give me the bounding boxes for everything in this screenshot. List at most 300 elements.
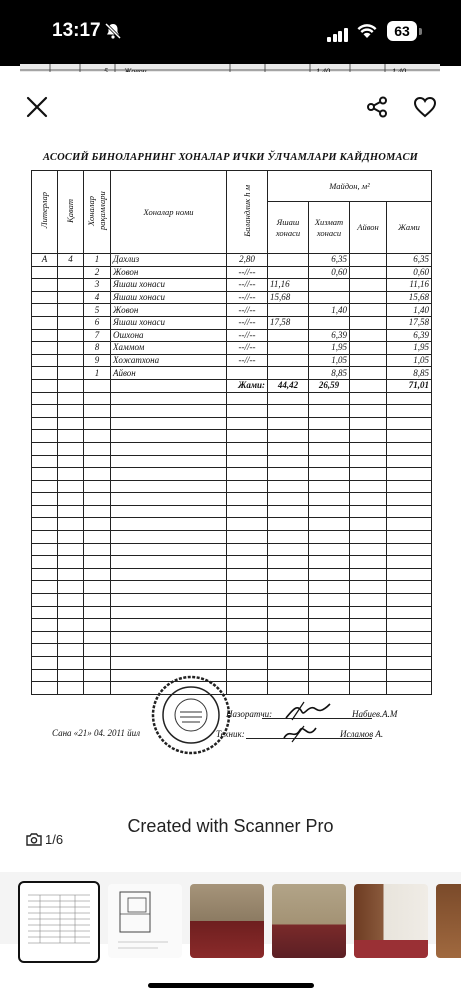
cell-height: 2,80 [227, 254, 268, 267]
cell-room-name: Хаммом [111, 342, 227, 355]
empty-cell [32, 657, 58, 670]
table-row [32, 254, 432, 267]
empty-cell [84, 531, 111, 544]
empty-cell [268, 568, 309, 581]
empty-cell [309, 455, 350, 468]
share-icon[interactable] [366, 96, 388, 118]
empty-cell [32, 568, 58, 581]
empty-cell [387, 644, 432, 657]
header-balcony: Айвон [350, 202, 387, 254]
cell-height: --//-- [227, 291, 268, 304]
empty-cell [309, 531, 350, 544]
empty-row [32, 531, 432, 544]
empty-row [32, 657, 432, 670]
empty-cell [350, 493, 387, 506]
cell-balcony [350, 254, 387, 267]
empty-cell [111, 518, 227, 531]
empty-cell [309, 442, 350, 455]
empty-cell [58, 543, 84, 556]
cell-room-name: Яшаш хонаси [111, 316, 227, 329]
empty-cell [350, 468, 387, 481]
cell-room-number: 2 [84, 266, 111, 279]
empty-cell [268, 619, 309, 632]
cell-total: 6,35 [387, 254, 432, 267]
empty-cell [268, 493, 309, 506]
empty-cell [387, 531, 432, 544]
empty-cell [268, 657, 309, 670]
cell-room-name: Ошхона [111, 329, 227, 342]
empty-cell [84, 392, 111, 405]
cell-living [268, 266, 309, 279]
empty-cell [227, 644, 268, 657]
empty-cell [111, 468, 227, 481]
empty-cell [387, 493, 432, 506]
cell-balcony [350, 266, 387, 279]
empty-cell [387, 468, 432, 481]
empty-cell [268, 417, 309, 430]
cellular-signal-icon [327, 24, 349, 42]
empty-cell [387, 442, 432, 455]
empty-cell [227, 455, 268, 468]
empty-cell [387, 505, 432, 518]
empty-cell [84, 543, 111, 556]
empty-cell [32, 619, 58, 632]
cell-floor [58, 329, 84, 342]
cell-total: 1,05 [387, 354, 432, 367]
empty-row [32, 417, 432, 430]
empty-cell [268, 455, 309, 468]
empty-cell [350, 417, 387, 430]
empty-cell [84, 581, 111, 594]
cell-living: 11,16 [268, 279, 309, 292]
cell-literal [32, 354, 58, 367]
empty-cell [227, 657, 268, 670]
empty-row [32, 505, 432, 518]
empty-cell [84, 405, 111, 418]
empty-cell [268, 606, 309, 619]
empty-cell [84, 631, 111, 644]
empty-cell [111, 480, 227, 493]
empty-cell [350, 430, 387, 443]
rooms-table [31, 170, 432, 695]
empty-cell [111, 531, 227, 544]
empty-cell [227, 581, 268, 594]
watermark-caption: Created with Scanner Pro [127, 816, 334, 836]
thumbnail-2[interactable] [108, 884, 182, 958]
cell-height: --//-- [227, 342, 268, 355]
cell-total: 1,95 [387, 342, 432, 355]
table-row [32, 291, 432, 304]
empty-row [32, 581, 432, 594]
inspector-signature [284, 700, 332, 722]
empty-cell [350, 505, 387, 518]
cell-service: 1,05 [309, 354, 350, 367]
cell-total: 17,58 [387, 316, 432, 329]
empty-cell [58, 417, 84, 430]
empty-cell [268, 543, 309, 556]
empty-cell [350, 606, 387, 619]
empty-cell [309, 657, 350, 670]
empty-cell [32, 531, 58, 544]
empty-cell [268, 531, 309, 544]
empty-cell [111, 442, 227, 455]
empty-cell [84, 480, 111, 493]
cell-total: 6,39 [387, 329, 432, 342]
empty-cell [350, 594, 387, 607]
empty-cell [32, 442, 58, 455]
empty-cell [32, 505, 58, 518]
empty-cell [387, 543, 432, 556]
cell-floor [58, 279, 84, 292]
empty-cell [32, 594, 58, 607]
empty-row [32, 644, 432, 657]
empty-cell [227, 430, 268, 443]
header-room-number: Хоналар рақамлари [84, 171, 111, 254]
cell-living [268, 354, 309, 367]
cell-living [268, 367, 309, 380]
empty-row [32, 480, 432, 493]
empty-cell [84, 594, 111, 607]
cell-room-name: Жовон [111, 266, 227, 279]
empty-cell [309, 405, 350, 418]
empty-cell [350, 682, 387, 695]
empty-cell [58, 657, 84, 670]
empty-cell [309, 606, 350, 619]
empty-cell [111, 606, 227, 619]
empty-cell [387, 430, 432, 443]
cell-total: 8,85 [387, 367, 432, 380]
empty-cell [387, 568, 432, 581]
empty-cell [268, 392, 309, 405]
empty-cell [84, 505, 111, 518]
cell-height: --//-- [227, 266, 268, 279]
empty-row [32, 430, 432, 443]
table-row [32, 304, 432, 317]
empty-cell [227, 631, 268, 644]
empty-cell [111, 392, 227, 405]
empty-cell [111, 594, 227, 607]
cell-room-name: Дахлиз [111, 254, 227, 267]
cell-service [309, 316, 350, 329]
empty-cell [32, 455, 58, 468]
empty-cell [227, 556, 268, 569]
empty-cell [309, 518, 350, 531]
cell-height: --//-- [227, 304, 268, 317]
empty-cell [227, 594, 268, 607]
empty-cell [84, 619, 111, 632]
empty-cell [111, 568, 227, 581]
cell-balcony [350, 279, 387, 292]
empty-cell [309, 556, 350, 569]
empty-cell [268, 631, 309, 644]
cell-room-number: 1 [84, 367, 111, 380]
empty-row [32, 619, 432, 632]
technician-name: Исламов А. [340, 729, 384, 739]
cell-total: 1,40 [387, 304, 432, 317]
empty-cell [268, 442, 309, 455]
empty-cell [227, 543, 268, 556]
empty-cell [58, 442, 84, 455]
empty-cell [309, 568, 350, 581]
empty-cell [58, 581, 84, 594]
empty-cell [309, 581, 350, 594]
cell-literal [32, 279, 58, 292]
totals-service: 26,59 [309, 379, 350, 392]
cell-living: 17,58 [268, 316, 309, 329]
cell-room-name: Айвон [111, 367, 227, 380]
empty-cell [32, 493, 58, 506]
empty-cell [227, 518, 268, 531]
empty-cell [268, 644, 309, 657]
empty-cell [350, 556, 387, 569]
totals-label: Жами: [227, 379, 268, 392]
empty-cell [84, 518, 111, 531]
cell-room-number: 7 [84, 329, 111, 342]
empty-cell [309, 631, 350, 644]
cell-literal [32, 266, 58, 279]
empty-cell [309, 505, 350, 518]
table-row [32, 329, 432, 342]
empty-cell [32, 606, 58, 619]
silent-bell-icon [104, 22, 122, 40]
empty-cell [268, 556, 309, 569]
cell-service: 1,40 [309, 304, 350, 317]
cell-service [309, 291, 350, 304]
empty-cell [309, 682, 350, 695]
cell-balcony [350, 329, 387, 342]
cell-balcony [350, 354, 387, 367]
empty-cell [268, 480, 309, 493]
empty-cell [32, 430, 58, 443]
cell-living [268, 329, 309, 342]
empty-cell [58, 531, 84, 544]
empty-cell [227, 531, 268, 544]
cell-floor [58, 304, 84, 317]
cell-floor [58, 342, 84, 355]
empty-cell [309, 644, 350, 657]
empty-cell [227, 468, 268, 481]
empty-cell [84, 493, 111, 506]
empty-cell [268, 594, 309, 607]
cell-room-name: Яшаш хонаси [111, 291, 227, 304]
empty-row [32, 568, 432, 581]
empty-cell [268, 581, 309, 594]
cell-room-number: 4 [84, 291, 111, 304]
cell-literal [32, 291, 58, 304]
empty-cell [268, 518, 309, 531]
empty-cell [111, 619, 227, 632]
empty-cell [111, 430, 227, 443]
inspector-name: Набиев.А.М [352, 709, 398, 719]
close-icon[interactable] [26, 96, 48, 118]
official-stamp [150, 674, 232, 756]
cell-service [309, 279, 350, 292]
technician-signature [282, 722, 322, 744]
empty-cell [387, 518, 432, 531]
empty-cell [350, 657, 387, 670]
empty-cell [350, 531, 387, 544]
empty-row [32, 606, 432, 619]
empty-cell [58, 468, 84, 481]
empty-cell [84, 568, 111, 581]
empty-cell [84, 455, 111, 468]
cell-literal [32, 342, 58, 355]
cell-room-name: Жовон [111, 304, 227, 317]
empty-cell [58, 392, 84, 405]
empty-cell [32, 669, 58, 682]
table-row [32, 266, 432, 279]
empty-cell [350, 518, 387, 531]
cell-literal [32, 367, 58, 380]
battery-cap [419, 28, 422, 35]
home-indicator [148, 983, 314, 988]
empty-cell [350, 568, 387, 581]
cell-room-number: 8 [84, 342, 111, 355]
empty-cell [227, 619, 268, 632]
empty-cell [227, 480, 268, 493]
empty-cell [309, 480, 350, 493]
empty-cell [84, 657, 111, 670]
empty-cell [84, 556, 111, 569]
empty-cell [350, 543, 387, 556]
empty-cell [268, 430, 309, 443]
empty-row [32, 493, 432, 506]
empty-cell [84, 682, 111, 695]
cell-total: 15,68 [387, 291, 432, 304]
empty-cell [111, 581, 227, 594]
empty-row [32, 631, 432, 644]
empty-row [32, 392, 432, 405]
cell-living [268, 254, 309, 267]
page-counter: 1/6 [45, 832, 64, 847]
empty-cell [387, 594, 432, 607]
thumbnail-3[interactable] [190, 884, 264, 958]
empty-row [32, 405, 432, 418]
thumbnail-6[interactable] [436, 884, 461, 958]
cell-floor [58, 291, 84, 304]
cell-living [268, 342, 309, 355]
header-room-name: Хоналар номи [111, 171, 227, 254]
cell-floor [58, 316, 84, 329]
thumbnail-1[interactable] [18, 881, 100, 963]
empty-cell [58, 568, 84, 581]
empty-cell [387, 417, 432, 430]
empty-cell [387, 581, 432, 594]
empty-cell [387, 606, 432, 619]
empty-cell [268, 505, 309, 518]
wifi-icon [356, 22, 378, 40]
cell-room-number: 1 [84, 254, 111, 267]
header-floor: Қават [58, 171, 84, 254]
empty-cell [309, 669, 350, 682]
empty-cell [387, 657, 432, 670]
cell-literal [32, 329, 58, 342]
table-row [32, 279, 432, 292]
empty-cell [350, 455, 387, 468]
empty-cell [32, 543, 58, 556]
empty-cell [309, 493, 350, 506]
table-row [32, 316, 432, 329]
cell-balcony [350, 304, 387, 317]
cell-service: 6,35 [309, 254, 350, 267]
cell-room-number: 5 [84, 304, 111, 317]
empty-cell [84, 669, 111, 682]
empty-cell [309, 619, 350, 632]
empty-cell [387, 619, 432, 632]
empty-cell [32, 682, 58, 695]
empty-cell [309, 594, 350, 607]
empty-cell [227, 669, 268, 682]
empty-cell [32, 581, 58, 594]
cell-balcony [350, 291, 387, 304]
empty-cell [268, 669, 309, 682]
cell-balcony [350, 367, 387, 380]
empty-cell [350, 480, 387, 493]
empty-cell [58, 505, 84, 518]
empty-cell [268, 468, 309, 481]
cell-service: 0,60 [309, 266, 350, 279]
cell-room-name: Хожатхона [111, 354, 227, 367]
empty-cell [58, 405, 84, 418]
empty-cell [111, 657, 227, 670]
header-area: Майдон, м² [268, 171, 432, 202]
cell-balcony [350, 316, 387, 329]
thumbnail-strip [0, 872, 461, 944]
cell-room-name: Яшаш хонаси [111, 279, 227, 292]
empty-cell [58, 455, 84, 468]
empty-cell [32, 468, 58, 481]
empty-row [32, 455, 432, 468]
cell-total: 0,60 [387, 266, 432, 279]
thumbnail-4[interactable] [272, 884, 346, 958]
empty-cell [58, 493, 84, 506]
cell-living [268, 304, 309, 317]
table-row [32, 342, 432, 355]
empty-cell [58, 669, 84, 682]
empty-cell [387, 682, 432, 695]
technician-label: Техник: [216, 729, 245, 739]
empty-row [32, 468, 432, 481]
empty-cell [309, 543, 350, 556]
empty-cell [227, 493, 268, 506]
header-total: Жами [387, 202, 432, 254]
empty-cell [58, 619, 84, 632]
thumbnail-5[interactable] [354, 884, 428, 958]
empty-cell [387, 405, 432, 418]
empty-cell [111, 493, 227, 506]
cell-floor [58, 367, 84, 380]
empty-cell [32, 644, 58, 657]
cell-total: 11,16 [387, 279, 432, 292]
totals-living: 44,42 [268, 379, 309, 392]
page-indicator[interactable] [26, 832, 63, 847]
empty-cell [58, 556, 84, 569]
empty-cell [84, 430, 111, 443]
empty-cell [309, 417, 350, 430]
cell-room-number: 6 [84, 316, 111, 329]
cell-floor: 4 [58, 254, 84, 267]
scanned-document[interactable] [0, 126, 461, 808]
empty-cell [387, 669, 432, 682]
cell-height: --//-- [227, 279, 268, 292]
heart-icon[interactable] [413, 96, 437, 118]
cell-room-number: 3 [84, 279, 111, 292]
empty-cell [227, 682, 268, 695]
header-literal: Литерлар [32, 171, 58, 254]
cell-service: 8,85 [309, 367, 350, 380]
battery-icon: 63 [387, 21, 417, 41]
empty-cell [227, 417, 268, 430]
